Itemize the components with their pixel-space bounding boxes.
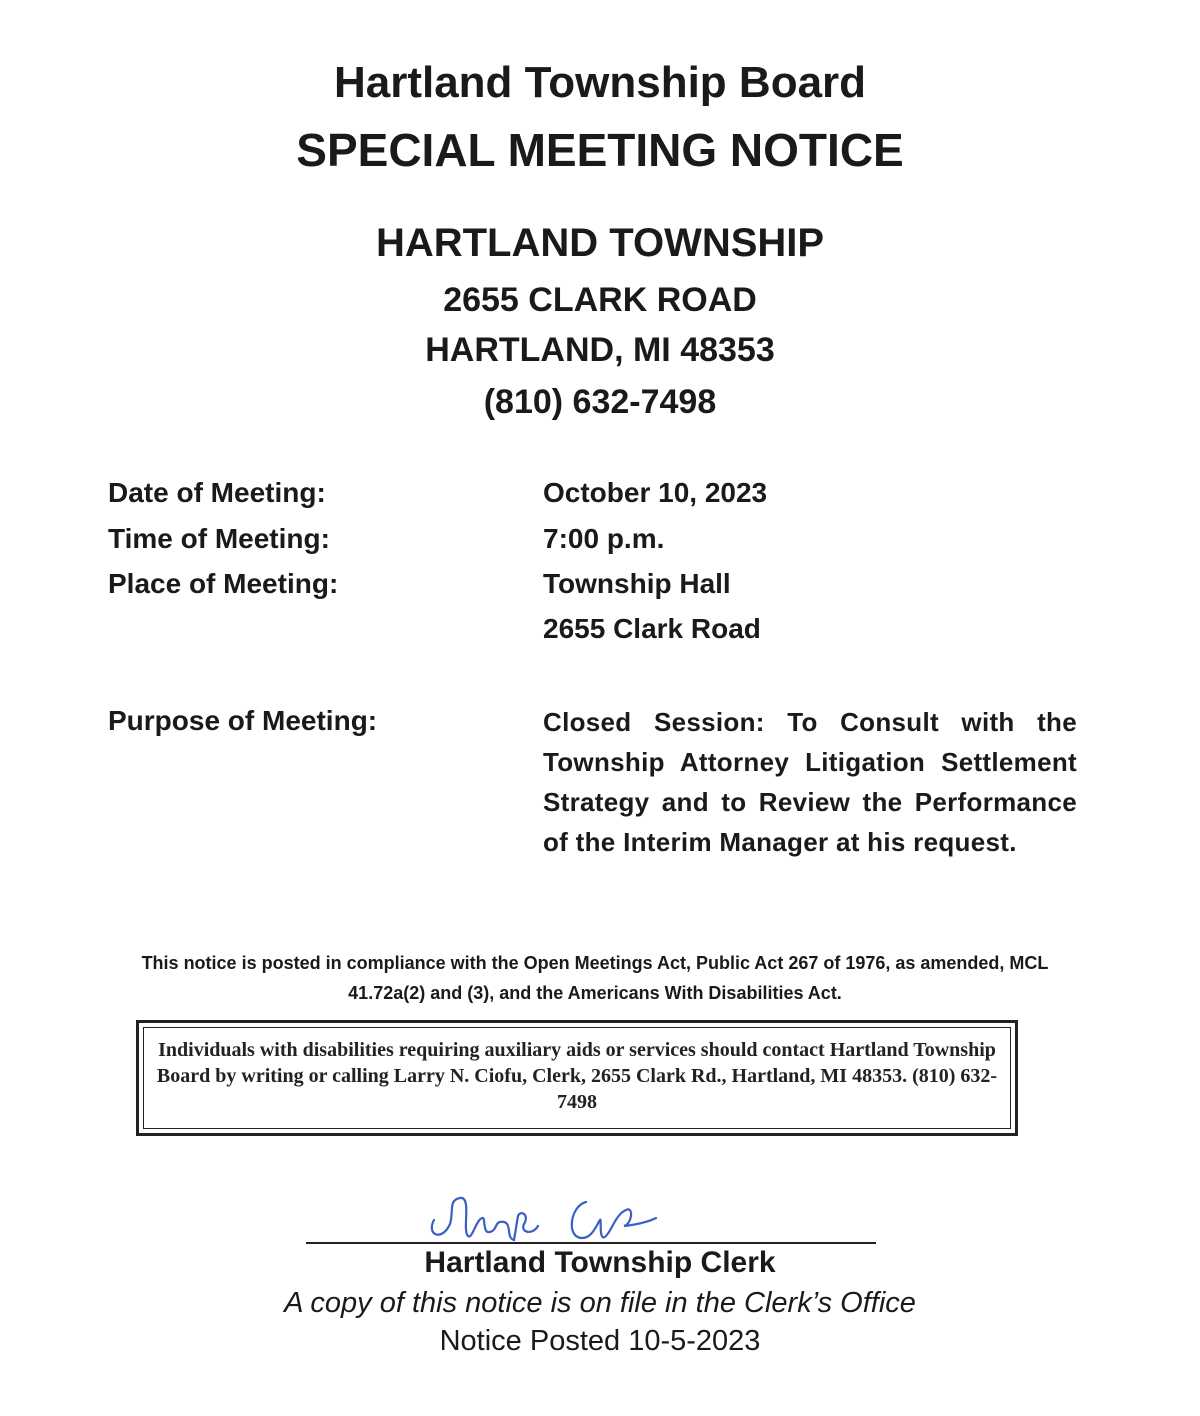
signature-stroke-2: [572, 1202, 656, 1238]
clerk-title: Hartland Township Clerk: [424, 1246, 776, 1279]
compliance-statement: This notice is posted in compliance with the Open Meetings Act, Public Act 267 of 1976, as amended, MCL 41.72a(2) and (3), and the Americans With Disabilities Act.: [141, 953, 1049, 1003]
township-name: HARTLAND TOWNSHIP: [375, 221, 825, 265]
phone-number: (810) 632-7498: [483, 383, 717, 421]
purpose-value: Closed Session: To Consult with the Township Attorney Litigation Settlement Strategy and to Review the Performance of the Interim Manager at his request.: [543, 707, 1077, 857]
time-value: 7:00 p.m.: [543, 523, 665, 554]
place-label: Place of Meeting:: [108, 568, 339, 599]
date-value: October 10, 2023: [543, 477, 768, 508]
posted-date: Notice Posted 10-5-2023: [439, 1325, 761, 1357]
disability-notice-text: Individuals with disabilities requiring auxiliary aids or services should contact Hartland Township Board by writing or calling Larry N. Ciofu, Clerk, 2655 Clark Rd., Hartland, MI 48353. (810) 632-7498: [156, 1039, 998, 1113]
time-label: Time of Meeting:: [108, 523, 330, 554]
purpose-label: Purpose of Meeting:: [108, 705, 378, 736]
street-address: 2655 CLARK ROAD: [443, 281, 757, 319]
board-title: Hartland Township Board: [333, 58, 867, 107]
date-label: Date of Meeting:: [108, 477, 326, 508]
disability-notice-box: [136, 1020, 1018, 1136]
copy-on-file-note: A copy of this notice is on file in the Clerk’s Office: [284, 1287, 916, 1319]
notice-title: SPECIAL MEETING NOTICE: [296, 124, 904, 176]
signature-stroke: [432, 1198, 538, 1240]
place-value-hall: Township Hall: [543, 568, 731, 599]
place-value-street: 2655 Clark Road: [543, 613, 761, 644]
city-state-zip: HARTLAND, MI 48353: [425, 331, 775, 369]
